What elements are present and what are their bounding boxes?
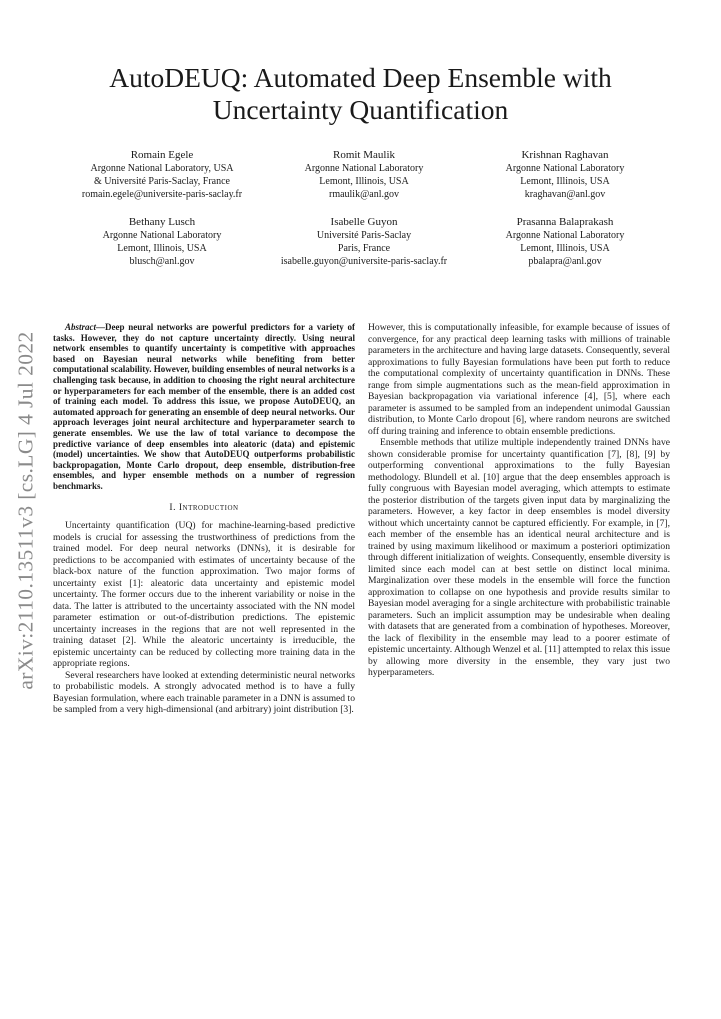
author-email: isabelle.guyon@universite-paris-saclay.fr xyxy=(280,256,448,268)
author-affiliation: Argonne National Laboratory xyxy=(505,229,625,241)
author-affiliation: Argonne National Laboratory, USA xyxy=(90,163,234,174)
right-column xyxy=(368,322,670,679)
author-affiliation: & Université Paris-Saclay, France xyxy=(94,176,230,188)
author-block xyxy=(48,148,678,268)
author-location: Paris, France xyxy=(337,242,391,254)
author-location: Lemont, Illinois, USA xyxy=(319,176,409,188)
author-email: rmaulik@anl.gov xyxy=(328,189,400,201)
left-column xyxy=(53,322,355,716)
author-email: romain.egele@universite-paris-saclay.fr xyxy=(81,189,243,201)
author-affiliation: Université Paris-Saclay xyxy=(316,229,412,241)
author-affiliation: Argonne National Laboratory xyxy=(102,229,222,241)
abstract xyxy=(53,322,355,492)
author-location: Lemont, Illinois, USA xyxy=(520,242,610,254)
paper-title: AutoDEUQ: Automated Deep Ensemble with Uncertainty Quantification xyxy=(109,62,612,125)
author-name: Romain Egele xyxy=(130,149,194,161)
body-paragraph: However, this is computationally infeasible, for example because of issues of convergence, for any practical deep learning tasks with millions of trainable parameters in the architecture and having large datasets. Consequently, several approximations to fully Bayesian formulations have been put forth to reduce the computational complexity of uncertainty quantification in DNNs. These range from simple augmentations such as the mean-field approximation in Bayesian backpropagation via variational inference [4], [5], where each parameter is assumed to be sampled from an independent unimodal Gaussian distribution, to Monte Carlo dropout [6], where random neurons are switched off during training and inference to obtain ensemble predictions. xyxy=(368,322,670,437)
author-name: Bethany Lusch xyxy=(128,215,196,228)
author-entry xyxy=(48,215,276,269)
section-heading: I. Introduction xyxy=(169,501,239,513)
arxiv-identifier-stamp xyxy=(13,330,39,690)
author-name: Krishnan Raghavan xyxy=(521,149,609,161)
author-entry xyxy=(452,148,678,202)
author-name: Romit Maulik xyxy=(332,149,396,161)
author-location: Lemont, Illinois, USA xyxy=(520,176,610,188)
author-email: pbalapra@anl.gov xyxy=(528,256,602,268)
abstract-label: Abstract xyxy=(65,322,97,332)
body-paragraph: Several researchers have looked at extending deterministic neural networks to probabilistic models. A strongly advocated method is to have a fully Bayesian formulation, where each trainable parameter in a DNN is assumed to be sampled from a very high-dimensional (and arbitrary) joint distribution [3]. xyxy=(53,669,355,715)
arxiv-identifier: arXiv:2110.13511v3 [cs.LG] 4 Jul 2022 xyxy=(13,330,38,690)
author-email: kraghavan@anl.gov xyxy=(524,189,606,201)
author-affiliation: Argonne National Laboratory xyxy=(505,163,625,174)
author-affiliation: Argonne National Laboratory xyxy=(304,163,424,174)
author-name: Isabelle Guyon xyxy=(330,215,398,228)
body-paragraph: Ensemble methods that utilize multiple independently trained DNNs have shown considerable promise for uncertainty quantification [7], [8], [9] by outperforming conventional approximations to the fully Bayesian methodology. Blundell et al. [10] argue that the deep ensembles approach is fully congruous with Bayesian model averaging, which attempts to estimate the posterior distribution of the targets given input data by marginalizing the parameters. However, a key factor in deep ensembles is model diversity without which uncertainty cannot be captured efficiently. For example, in [7], each member of the ensemble has an identical neural architecture and is trained by using maximum likelihood or maximum a posteriori optimization through different initialization of weights. Consequently, ensemble diversity is limited since each model can at best settle on distinct local minima. Marginalization over these models in the ensemble will force the function approximation to collapse on one hypothesis and provide results similar to Bayesian model averaging for a single architecture with probabilistic trainable parameters. Such an implicit assumption may be undesirable when dealing with datasets that are generated from a combination of hypotheses. Moreover, the lack of flexibility in the ensemble may lead to a poorer estimate of epistemic uncertainty. Although Wenzel et al. [11] attempted to relax this issue by allowing more diversity in the ensemble, they vary just two hyperparameters. xyxy=(368,437,670,678)
author-entry xyxy=(276,148,452,202)
author-location: Lemont, Illinois, USA xyxy=(117,242,207,254)
author-entry xyxy=(276,215,452,269)
author-entry xyxy=(452,215,678,269)
author-email: blusch@anl.gov xyxy=(129,256,195,268)
author-entry xyxy=(48,148,276,202)
body-paragraph: Uncertainty quantification (UQ) for machine-learning-based predictive models is crucial for assessing the trustworthiness of predictions from the trained model. For deep neural networks (DNNs), it is desirable for predictions to be accompanied with estimates of uncertainty because of the black-box nature of the function approximation. Two major forms of uncertainty exist [1]: aleatoric data uncertainty and epistemic model uncertainty. The former occurs due to the inherent variability or noise in the data. The latter is attributed to the uncertainty associated with the NN model parameter estimation or out-of-distribution predictions. The epistemic uncertainty increases in the regions that are not well represented in the training dataset [2]. While the aleatoric uncertainty is irreducible, the epistemic uncertainty can be reduced by collecting more training data in the appropriate regions. xyxy=(53,520,355,669)
abstract-text: —Deep neural networks are powerful predictors for a variety of tasks. However, they do not capture uncertainty directly. Using neural network ensembles to quantify uncertainty is competitive with approaches based on Bayesian neural networks while benefiting from better computational scalability. However, building ensembles of neural networks is a challenging task because, in addition to choosing the right neural architecture or hyperparameters for each member of the ensemble, there is an added cost of training each model. To address this issue, we propose AutoDEUQ, an automated approach for generating an ensemble of deep neural networks. Our approach leverages joint neural architecture and hyperparameter search to generate ensembles. We use the law of total variance to decompose the predictive variance of deep ensembles into aleatoric (data) and epistemic (model) uncertainties. We show that AutoDEUQ outperforms probabilistic backpropagation, Monte Carlo dropout, deep ensemble, distribution-free ensembles, and hyper ensemble methods on a number of regression benchmarks. xyxy=(53,322,355,491)
author-name: Prasanna Balaprakash xyxy=(516,215,614,228)
